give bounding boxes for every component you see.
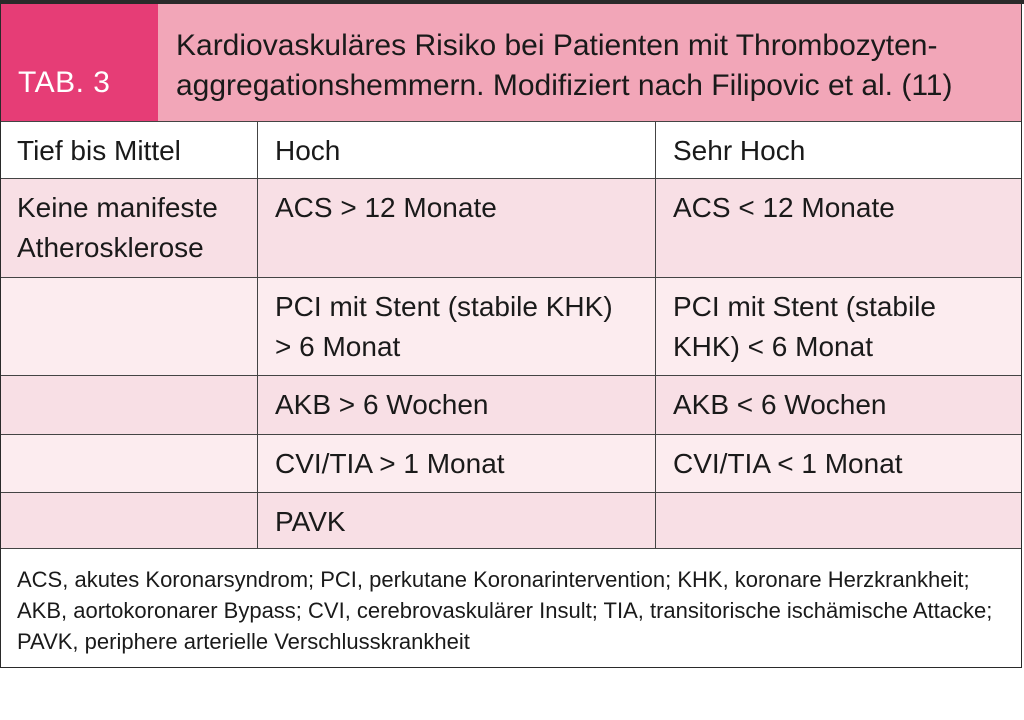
table-cell: PCI mit Stent (stabile KHK) < 6 Monat — [673, 291, 936, 362]
table-number-label: TAB. 3 — [0, 4, 158, 121]
table-cell: ACS < 12 Monate — [673, 192, 895, 223]
column-header-low-medium: Tief bis Mittel — [0, 122, 258, 178]
table-cell: PAVK — [258, 493, 656, 548]
table-cell: AKB > 6 Wochen — [258, 376, 656, 434]
table-cell: PCI mit Stent (stabile KHK) > 6 Monat — [258, 278, 656, 375]
table-cell: CVI/TIA > 1 Monat — [258, 435, 656, 492]
table-title-line-2: aggregationshemmern. Modifiziert nach Filipovic et al. (11) — [176, 69, 953, 102]
table-title-line-1: Kardiovaskuläres Risiko bei Patienten mit Thrombozyten- — [176, 29, 938, 62]
table-cell: CVI/TIA < 1 Monat — [673, 448, 903, 479]
table-footnote: ACS, akutes Koronarsyndrom; PCI, perkutane Koronarintervention; KHK, koronare Herzkrankheit; AKB, aortokoronarer Bypass; CVI, cerebrovaskulärer Insult; TIA, transitorische ischämische Attacke; PAVK, periphere arterielle Verschlusskrankheit — [0, 548, 1022, 668]
table-cell: AKB < 6 Wochen — [673, 389, 887, 420]
column-header-high: Hoch — [258, 122, 656, 178]
table-cell: ACS > 12 Monate — [258, 179, 656, 277]
table-frame — [0, 3, 1022, 668]
column-header-very-high: Sehr Hoch — [673, 135, 806, 166]
table-cell: Keine manifeste Atherosklerose — [0, 179, 258, 277]
